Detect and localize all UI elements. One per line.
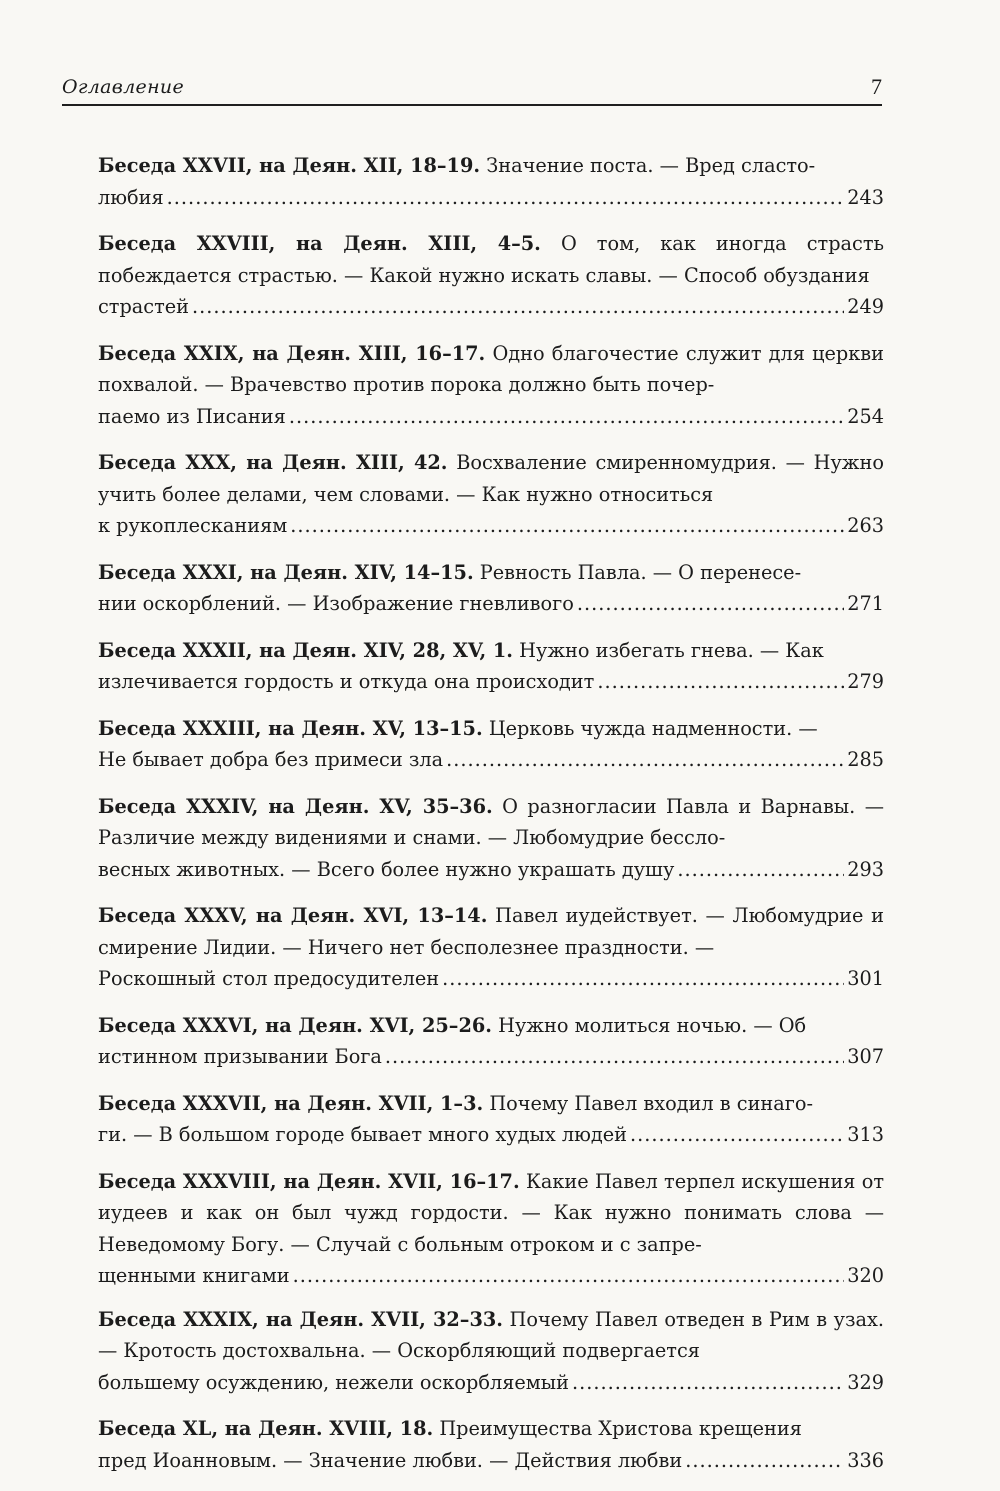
entry-title: Беседа XXXIX, на Деян. XVII, 32–33. bbox=[98, 1307, 503, 1331]
entry-page-number: 307 bbox=[847, 1045, 884, 1068]
toc-entry bbox=[98, 228, 884, 323]
entry-title: Беседа XXXV, на Деян. XVI, 13–14. bbox=[98, 904, 488, 927]
entry-last-text: к рукоплесканиям bbox=[98, 514, 288, 537]
entry-page-number: 243 bbox=[847, 185, 884, 209]
entry-last-text: паемо из Писания bbox=[98, 404, 286, 428]
table-of-contents bbox=[98, 150, 884, 1491]
entry-description: Преимущества Христова крещения bbox=[439, 1417, 802, 1440]
entry-description: Павел иудействует. — Любомудрие и смирение Лидии. — Ничего нет бесполезнее праздности. — bbox=[98, 904, 884, 959]
toc-entry bbox=[98, 447, 884, 542]
entry-last-line bbox=[98, 401, 884, 433]
entry-title: Беседа XXXI, на Деян. XIV, 14–15. bbox=[98, 560, 474, 584]
entry-title: Беседа XXXVII, на Деян. XVII, 1–3. bbox=[98, 1091, 484, 1115]
entry-last-text: истинном призывании Бога bbox=[98, 1045, 382, 1068]
entry-last-line bbox=[98, 1445, 884, 1477]
entry-last-line bbox=[98, 666, 884, 698]
entry-page-number: 313 bbox=[847, 1123, 884, 1146]
entry-page-number: 285 bbox=[847, 748, 884, 771]
entry-last-line bbox=[98, 963, 884, 995]
entry-title: Беседа XL, на Деян. XVIII, 18. bbox=[98, 1417, 434, 1440]
entry-last-text: любия bbox=[98, 185, 164, 209]
entry-description: О разногласии Павла и Варнавы. — Различие между видениями и снами. — Любомудрие бессло- bbox=[98, 794, 884, 849]
entry-description: Нужно избегать гнева. — Как bbox=[519, 638, 824, 662]
toc-entry bbox=[98, 1166, 884, 1292]
entry-last-line bbox=[98, 744, 884, 776]
dot-leader bbox=[572, 1367, 844, 1399]
dot-leader bbox=[442, 963, 844, 995]
entry-last-line bbox=[98, 854, 884, 886]
toc-entry bbox=[98, 791, 884, 886]
entry-title: Беседа XXXVIII, на Деян. XVII, 16–17. bbox=[98, 1169, 520, 1193]
entry-last-line bbox=[98, 1119, 884, 1151]
dot-leader bbox=[446, 744, 844, 776]
entry-page-number: 279 bbox=[847, 670, 884, 693]
entry-title: Беседа XXX, на Деян. XIII, 42. bbox=[98, 451, 448, 474]
entry-description: Церковь чужда надменности. — bbox=[488, 716, 818, 740]
entry-page-number: 293 bbox=[847, 857, 884, 881]
entry-title: Беседа XXVII, на Деян. XII, 18–19. bbox=[98, 154, 481, 177]
entry-description: Одно благочестие служит для церкви похвалой. — Врачевство против порока должно быть почер- bbox=[98, 341, 884, 396]
entry-page-number: 249 bbox=[847, 295, 884, 318]
entry-last-text: нии оскорблений. — Изображение гневливого bbox=[98, 592, 574, 615]
dot-leader bbox=[192, 291, 844, 323]
entry-last-line bbox=[98, 1041, 884, 1073]
toc-entry bbox=[98, 900, 884, 995]
entry-last-line bbox=[98, 291, 884, 323]
dot-leader bbox=[577, 588, 844, 620]
entry-last-text: щенными книгами bbox=[98, 1264, 290, 1287]
entry-title: Беседа XXXII, на Деян. XIV, 28, XV, 1. bbox=[98, 638, 514, 662]
entry-description: Ревность Павла. — О перенесе- bbox=[479, 560, 802, 584]
entry-last-line bbox=[98, 588, 884, 620]
entry-last-text: страстей bbox=[98, 295, 190, 318]
entry-description: Восхваление смиренномудрия. — Нужно учить более делами, чем словами. — Как нужно относиться bbox=[98, 451, 884, 506]
page-header bbox=[62, 76, 882, 106]
dot-leader bbox=[385, 1041, 844, 1073]
entry-last-line bbox=[98, 182, 884, 214]
entry-title: Беседа XXXIV, на Деян. XV, 35–36. bbox=[98, 794, 493, 818]
entry-last-text: излечивается гордость и откуда она происходит bbox=[98, 670, 595, 693]
page-number: 7 bbox=[871, 74, 882, 99]
toc-entry bbox=[98, 1010, 884, 1073]
entry-page-number: 301 bbox=[847, 967, 884, 990]
toc-entry bbox=[98, 557, 884, 620]
toc-entry bbox=[98, 1413, 884, 1476]
entry-title: Беседа XXVIII, на Деян. XIII, 4–5. bbox=[98, 232, 541, 255]
entry-page-number: 271 bbox=[847, 592, 884, 615]
entry-page-number: 263 bbox=[847, 514, 884, 537]
entry-page-number: 320 bbox=[847, 1264, 884, 1287]
toc-entry bbox=[98, 338, 884, 433]
entry-page-number: 336 bbox=[847, 1448, 884, 1472]
running-title: Оглавление bbox=[62, 76, 185, 98]
toc-entry bbox=[98, 150, 884, 213]
dot-leader bbox=[289, 401, 844, 433]
entry-title: Беседа XXIX, на Деян. XIII, 16–17. bbox=[98, 341, 486, 365]
entry-description: Почему Павел отведен в Рим в узах. — Кротость достохвальна. — Оскорбляющий подвергается bbox=[98, 1307, 884, 1362]
entry-description: Почему Павел входил в синаго- bbox=[489, 1091, 813, 1115]
entry-title: Беседа XXXIII, на Деян. XV, 13–15. bbox=[98, 716, 483, 740]
entry-last-text: весных животных. — Всего более нужно украшать душу bbox=[98, 857, 675, 881]
entry-title: Беседа XXXVI, на Деян. XVI, 25–26. bbox=[98, 1013, 492, 1037]
dot-leader bbox=[677, 854, 844, 886]
entry-description: Значение поста. — Вред сласто- bbox=[486, 154, 816, 177]
entry-last-text: пред Иоанновым. — Значение любви. — Действия любви bbox=[98, 1448, 683, 1472]
entry-last-text: большему осуждению, нежели оскорбляемый bbox=[98, 1370, 569, 1394]
entry-description: Какие Павел терпел искушения от иудеев и как он был чужд гордости. — Как нужно понимать слова — Неведомому Богу. — Случай с больным отроком и с запре- bbox=[98, 1169, 884, 1256]
entry-page-number: 254 bbox=[847, 404, 884, 428]
dot-leader bbox=[290, 510, 844, 542]
entry-last-text: Не бывает добра без примеси зла bbox=[98, 748, 444, 771]
entry-last-line bbox=[98, 1367, 884, 1399]
dot-leader bbox=[630, 1119, 844, 1151]
dot-leader bbox=[597, 666, 844, 698]
entry-last-text: Роскошный стол предосудителен bbox=[98, 967, 440, 990]
entry-description: О том, как иногда страсть побеждается страстью. — Какой нужно искать славы. — Способ обуздания bbox=[98, 232, 884, 287]
toc-entry bbox=[98, 713, 884, 776]
entry-last-line bbox=[98, 510, 884, 542]
toc-entry bbox=[98, 1304, 884, 1399]
entry-last-text: ги. — В большом городе бывает много худых людей bbox=[98, 1123, 628, 1146]
entry-page-number: 329 bbox=[847, 1370, 884, 1394]
toc-entry bbox=[98, 635, 884, 698]
entry-description: Нужно молиться ночью. — Об bbox=[498, 1013, 807, 1037]
dot-leader bbox=[685, 1445, 844, 1477]
dot-leader bbox=[167, 182, 845, 214]
toc-entry bbox=[98, 1088, 884, 1151]
dot-leader bbox=[293, 1260, 845, 1292]
entry-last-line bbox=[98, 1260, 884, 1292]
